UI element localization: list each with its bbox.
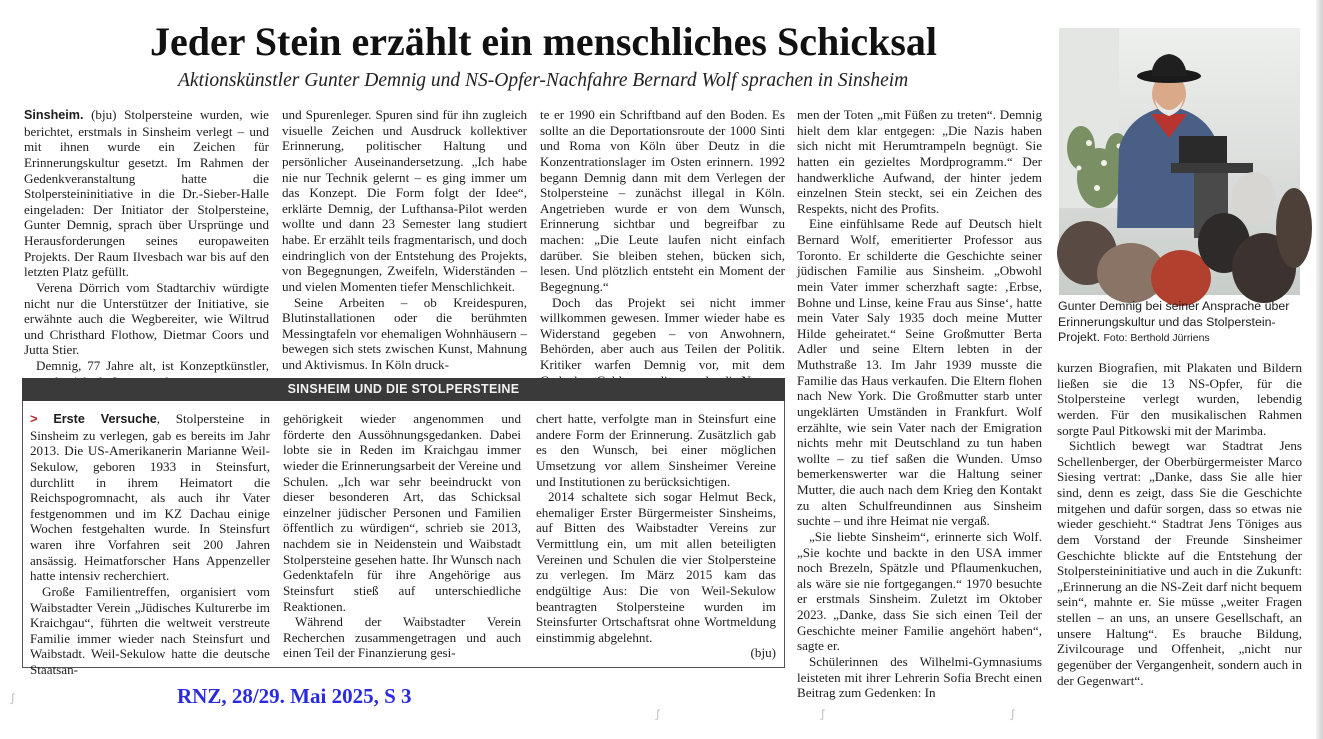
box-lead: Erste Versuche	[53, 412, 157, 426]
info-box-header: SINSHEIM UND DIE STOLPERSTEINE	[22, 378, 785, 401]
source-note: RNZ, 28/29. Mai 2025, S 3	[177, 684, 412, 708]
dateline: Sinsheim.	[24, 108, 84, 122]
article-paragraph: gehörigkeit wieder angenommen und förderte den Aussöhnungsgedanken. Dabei lobte sie in Reden im Kraichgau immer wieder die Erinnerungsarbeit der Vereine und Schulen. „Ich war sehr beeindruckt von dieser besonderen Art, das Schicksal einzelner jüdischer Personen und Familien öffentlich zu würdigen“, schrieb sie 2013, nachdem sie in Neidenstein und Waibstadt Stolpersteine gesehen hatte. Ihr Wunsch nach Gedenktafeln für ihre Angehörige aus Steinsfurt stieß auf unterschiedliche Reaktionen.	[283, 411, 521, 614]
article-paragraph: Eine einfühlsame Rede auf Deutsch hielt Bernard Wolf, emeritierter Professor aus Toronto. Er schilderte die Geschichte seiner jüdischen Familie aus Sinsheim. „Obwohl mein Vater immer scherzhaft sagte: ‚Erbse, Bohne und Linse, keine Frau aus Sinse‘, hatte mein Vater Saly 1935 doch meine Mutter Hilde geheiratet.“ Seine Großmutter Berta Adler und seine Eltern lebten in der Muthstraße 13. Im Jahr 1939 musste die Familie das Haus verkaufen. Die Eltern flohen nach New York. Die Großmutter starb unter ungeklärten Umständen in Frankfurt. Wolf erzählte, wie sein Vater nach der Emigration nichts mehr mit Deutschland zu tun haben wollte – zu tief saßen die Wunden. Umso bemerkenswerter war die Haltung seiner Mutter, die auch nach dem Krieg den Kontakt zu alten Schulfreundinnen aus Sinsheim suchte – und ihre Heimat nie vergaß.	[797, 216, 1042, 529]
article-column-4	[797, 107, 1042, 701]
article-paragraph: Seine Arbeiten – ob Kreidespuren, Blutinstallationen oder die berühmten Messingtafeln vor ehemaligen Wohnhäusern – bewegen sich stets zwischen Kunst, Mahnung und Aktivismus. In Köln druck-	[282, 294, 527, 372]
arrow-icon: >	[30, 411, 38, 426]
article-column-1	[24, 107, 269, 372]
caption-text: Gunter Demnig bei seiner Ansprache über Erinnerungskultur und das Stolperstein-Projekt.	[1058, 299, 1290, 345]
article-column-5	[1057, 360, 1302, 688]
article-paragraph: „Sie liebte Sinsheim“, erinnerte sich Wolf. „Sie kochte und backte in den USA immer noch Brezeln, Spätzle und Pflaumenkuchen, als wäre sie nie fortgegangen.“ 1970 besuchte er erstmals Sinsheim. Zuletzt im Oktober 2023. „Danke, dass Sie sich einen Teil der Geschichte meiner Familie angehört haben“, sagte er.	[797, 528, 1042, 654]
info-box-column-3	[536, 411, 776, 663]
article-paragraph: Demnig, 77 Jahre alt, ist Konzeptkünstler,	[36, 358, 269, 373]
article-paragraph: Verena Dörrich vom Stadtarchiv würdigte nicht nur die Unterstützer der Initiative, sie erwähnte auch die Wegbereiter, wie Wiltrud und Christhard Flothow, Dietmar Coors und Jutta Stier.	[24, 279, 269, 358]
article-column-2	[282, 107, 527, 372]
staple-mark: ꭍ	[10, 692, 16, 708]
info-box-column-1	[30, 411, 271, 677]
article-paragraph: > Erste Versuche, Stolpersteine in Sinsheim zu verlegen, gab es bereits im Jahr 2013. Die US-Amerikanerin Marianne Weil-Sekulow, geboren 1933 in Steinsfurt, durchlitt in ihrem Heimatort die Reichspogromnacht, als auch ihr Vater festgenommen und im KZ Dachau einige Wochen festgehalten wurde. In Steinsfurt waren ihre Vorfahren seit 200 Jahren ansässig. Heimatforscher Hans Appenzeller hatte intensiv recherchiert.	[30, 411, 271, 584]
article-paragraph: Doch das Projekt sei nicht immer willkommen gewesen. Immer wieder habe es Widerstand gegeben – von Anwohnern, Behörden, aber auch aus Teilen der Politik. Kritiker warfen Demnig vor, mit dem	[540, 294, 785, 372]
article-paragraph: te er 1990 ein Schriftband auf den Boden. Es sollte an die Deportationsroute der 1000 Sinti und Roma von Köln über Deutz in die Konzentrationslager im Osten erinnern. 1992 begann Demnig dann mit dem Verlegen der Stolpersteine – zunächst illegal in Köln. Angetrieben wurde er von dem Wunsch, Erinnerung sichtbar und begreifbar zu machen: „Die Leute laufen nicht einfach darüber. Sie bleiben stehen, bücken sich, lesen. Und plötzlich entsteht ein Moment der Begegnung.“	[540, 107, 785, 294]
headline: Jeder Stein erzählt ein menschliches Schicksal	[150, 19, 937, 64]
staple-mark: ꭍ	[820, 708, 826, 724]
article-paragraph: Während der Waibstadter Verein Recherchen zusammengetragen und auch einen Teil der Finanzierung gesi-	[283, 614, 521, 661]
article-paragraph: Große Familientreffen, organisiert vom Waibstadter Verein „Jüdisches Kulturerbe im Kraichgau“, führten die weltweit verstreute Familie immer wieder nach Steinsfurt und Waibstadt. Weil-Sekulow hatte die deutsche Staatsan-	[30, 583, 270, 677]
article-paragraph: kurzen Biografien, mit Plakaten und Bildern ließen sie die 13 NS-Opfer, für die Stolpersteine verlegt wurden, lebendig werden. Für den musikalischen Rahmen sorgte Paul Pitkowski mit der Marimba.	[1057, 360, 1302, 438]
staple-mark: ꭍ	[655, 708, 661, 724]
scan-edge	[1316, 0, 1323, 739]
info-box-column-2	[283, 411, 521, 663]
author-signoff: (bju)	[750, 645, 776, 661]
speaker-photo-illustration	[1059, 28, 1300, 295]
article-paragraph: men der Toten „mit Füßen zu treten“. Demnig hielt dem klar entgegen: „Die Nazis haben sich nicht mit Herumtrampeln begnügt. Sie hatten ein gezieltes Mordprogramm.“ Der handwerkliche Aufwand, der hinter jedem einzelnen Stein steckt, sei ein Zeichen des Respekts, nicht des Profits.	[797, 107, 1042, 216]
article-paragraph: und Spurenleger. Spuren sind für ihn zugleich visuelle Zeichen und Ausdruck kollektiver Erinnerung, politischer Haltung und persönlicher Auseinandersetzung. „Ich habe nie nur Technik gelernt – es ging immer um das Konzept. Die Form folgt der Idee“, erklärte Demnig, der Lufthansa-Pilot werden wollte und dann 23 Semester lang studiert habe. Er erzählt teils fragmentarisch, und doch eindringlich von der Entstehung des Projekts, von Begegnungen, Zweifeln, Widerständen – und vielen Momenten tiefer Menschlichkeit.	[282, 107, 527, 294]
staple-mark: ꭍ	[1010, 708, 1016, 724]
article-paragraph: 2014 schaltete sich sogar Helmut Beck, ehemaliger Erster Bürgermeister Sinsheims, auf Bitten des Waibstadter Vereins zur Vermittlung ein, um mit allen beteiligten Vereinen und Schulen die vier Stolpersteine zu verlegen. Im März 2015 kam das endgültige Aus: Die von Weil-Sekulow beantragten Stolpersteine wurden im Steinsfurter Ortschaftsrat ohne Wortmeldung einstimmig abgelehnt. (bju)	[536, 489, 776, 661]
article-paragraph: chert hatte, verfolgte man in Steinsfurt eine andere Form der Erinnerung. Zusätzlich gab es den Wunsch, bei einer möglichen Umsetzung vor allem Sinsheimer Vereine und Institutionen zu berücksichtigen.	[536, 411, 776, 489]
article-paragraph: Sinsheim. (bju) Stolpersteine wurden, wie berichtet, erstmals in Sinsheim verlegt – und mit ihnen wurde ein Zeichen für Erinnerungskultur gesetzt. Im Rahmen der Gedenkveranstaltung hatte die Stolpersteininitiative in die Dr.-Sieber-Halle eingeladen: Der Initiator der Stolpersteine, Gunter Demnig, sprach über Ursprünge und Herausforderungen seines europaweiten Projekts. Der Raum Ilvesbach war bis auf den letzten Platz gefüllt.	[24, 107, 269, 280]
subheadline: Aktionskünstler Gunter Demnig und NS-Opfer-Nachfahre Bernard Wolf sprachen in Sinsheim	[178, 70, 909, 91]
article-paragraph: Sichtlich bewegt war Stadtrat Jens Schellenberger, der Oberbürgermeister Marco Siesing vertrat: „Danke, dass Sie alle hier sind, denn es zeigt, dass Sie die Geschichte mitgehen und dafür sorgen, dass so etwas nie wieder geschieht.“ Stadtrat Jens Töniges aus dem Vorstand der Freunde Sinsheimer Geschichte blickte auf die Entstehung der Stolpersteininitiative und auch in die Zukunft: „Erinnerung an die NS-Zeit darf nicht bequem sein“, mahnte er. Sie müsse „weiter Fragen stellen – an uns, an unsere Gesellschaft, an unsere Haltung“. Es brauche Bildung, Zivilcourage und Offenheit, „nicht nur gegenüber der Vergangenheit, sondern auch in der Gegenwart“.	[1057, 438, 1302, 688]
photo-credit: Foto: Berthold Jürriens	[1103, 332, 1210, 345]
article-column-3	[540, 107, 785, 372]
photo-caption	[1058, 299, 1304, 347]
speaker-photo	[1059, 28, 1300, 295]
article-paragraph: Schülerinnen des Wilhelmi-Gymnasiums leisteten mit ihrer Lehrerin Sofia Brecht einen Beitrag zum Gedenken: In	[797, 653, 1042, 701]
